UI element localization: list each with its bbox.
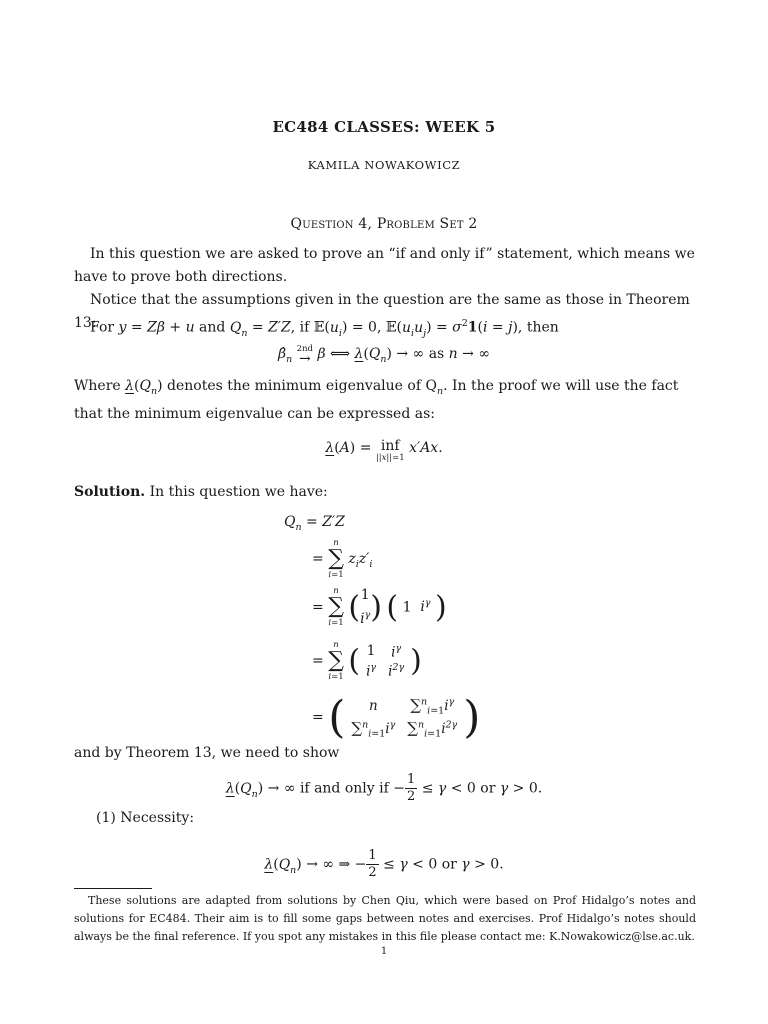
derivation-line-4: = n ∑ i=1 ( 1 $i^\gamma$ $i^\gamma$ $i^{2\gamma}$ ) (312, 640, 422, 682)
derivation-line-2: = n ∑ i=1 $z_iz'_i$ (312, 538, 373, 580)
necessity-equation: $\lambda(Q_n)$ → ∞ ⇒ − $\frac{1}{2}$ ≤ γ < 0 or γ > 0. (264, 848, 504, 880)
then-word: then (526, 319, 559, 336)
condition-equation: $\lambda(Q_n)$ → ∞ if and only if − $\frac{1}{2}$ ≤ γ < 0 or γ > 0. (225, 772, 543, 804)
min-eigenvalue-equation: λ(A) = inf ||x||=1 x′Ax. (325, 438, 443, 463)
eigenvalue-rest: . In the proof we will use the fact that the minimum eigenvalue can be expressed as: (74, 378, 679, 422)
where-word: Where (74, 378, 121, 394)
derivation-line-3: = n ∑ i=1 (1 $i^\gamma$) ( 1 $i^\gamma$ ) (312, 586, 447, 629)
model-lead: For (90, 319, 115, 336)
derivation-line-1: $Q_n = Z'Z$ (284, 514, 345, 533)
as-word: as (428, 346, 445, 362)
necessity-heading: (1) Necessity: (96, 810, 195, 826)
section-heading: Question 4, Problem Set 2 (290, 216, 478, 232)
iff-text: if and only if (299, 780, 389, 797)
page-number: 1 (380, 946, 388, 957)
or-word: or (480, 780, 496, 797)
paragraph-model: For y = Zβ + u and $Q_n = Z'Z$, if $𝔼(u_i) = 0$, $𝔼(u_iu_j) = \sigma^21(i = j)$, then (90, 318, 559, 339)
eigenvalue-text: denotes the minimum eigenvalue of Q (167, 378, 437, 394)
paragraph-assumptions: Notice that the assumptions given in the question are the same as those in Theorem 13: (74, 292, 690, 331)
document-title: EC484 CLASSES: WEEK 5 (272, 118, 496, 136)
solution-label: Solution. (74, 484, 146, 500)
solution-paragraph (74, 481, 696, 504)
theorem-paragraph: and by Theorem 13, we need to show (74, 745, 340, 761)
derivation-line-5: = ( n $\sum^n_{i=1}i^\gamma$ $\sum^n_{i=1}i^\gamma$ $\sum^n_{i=1}i^{2\gamma}$ ) (312, 692, 481, 743)
footnote: These solutions are adapted from solutions by Chen Qiu, which were based on Prof Hidalgo’s notes and solutions for EC484. Their aim is to fill some gaps between notes and exercises. Prof Hidalgo’s notes should always be the final reference. If you spot any mistakes in this file please contact me: K.Nowakowicz@lse.ac.uk. (74, 894, 696, 943)
paragraph-intro: In this question we are asked to prove an “if and only if” statement, which means we have to prove both directions. (74, 246, 695, 285)
paragraph-eigenvalue: Where $\lambda(Q_n)$ denotes the minimum eigenvalue of $Q_n$. In the proof we will use the fact that the minimum eigenvalue can be expressed as: (74, 378, 679, 422)
footnote-divider (74, 888, 152, 889)
solution-text: In this question we have: (149, 484, 328, 500)
theorem-equation: $\betâ_n$ 2nd → β ⟺ $\lambda(Q_n)$ → ∞ as n → ∞ (277, 344, 490, 367)
author-name: KAMILA NOWAKOWICZ (307, 158, 461, 172)
